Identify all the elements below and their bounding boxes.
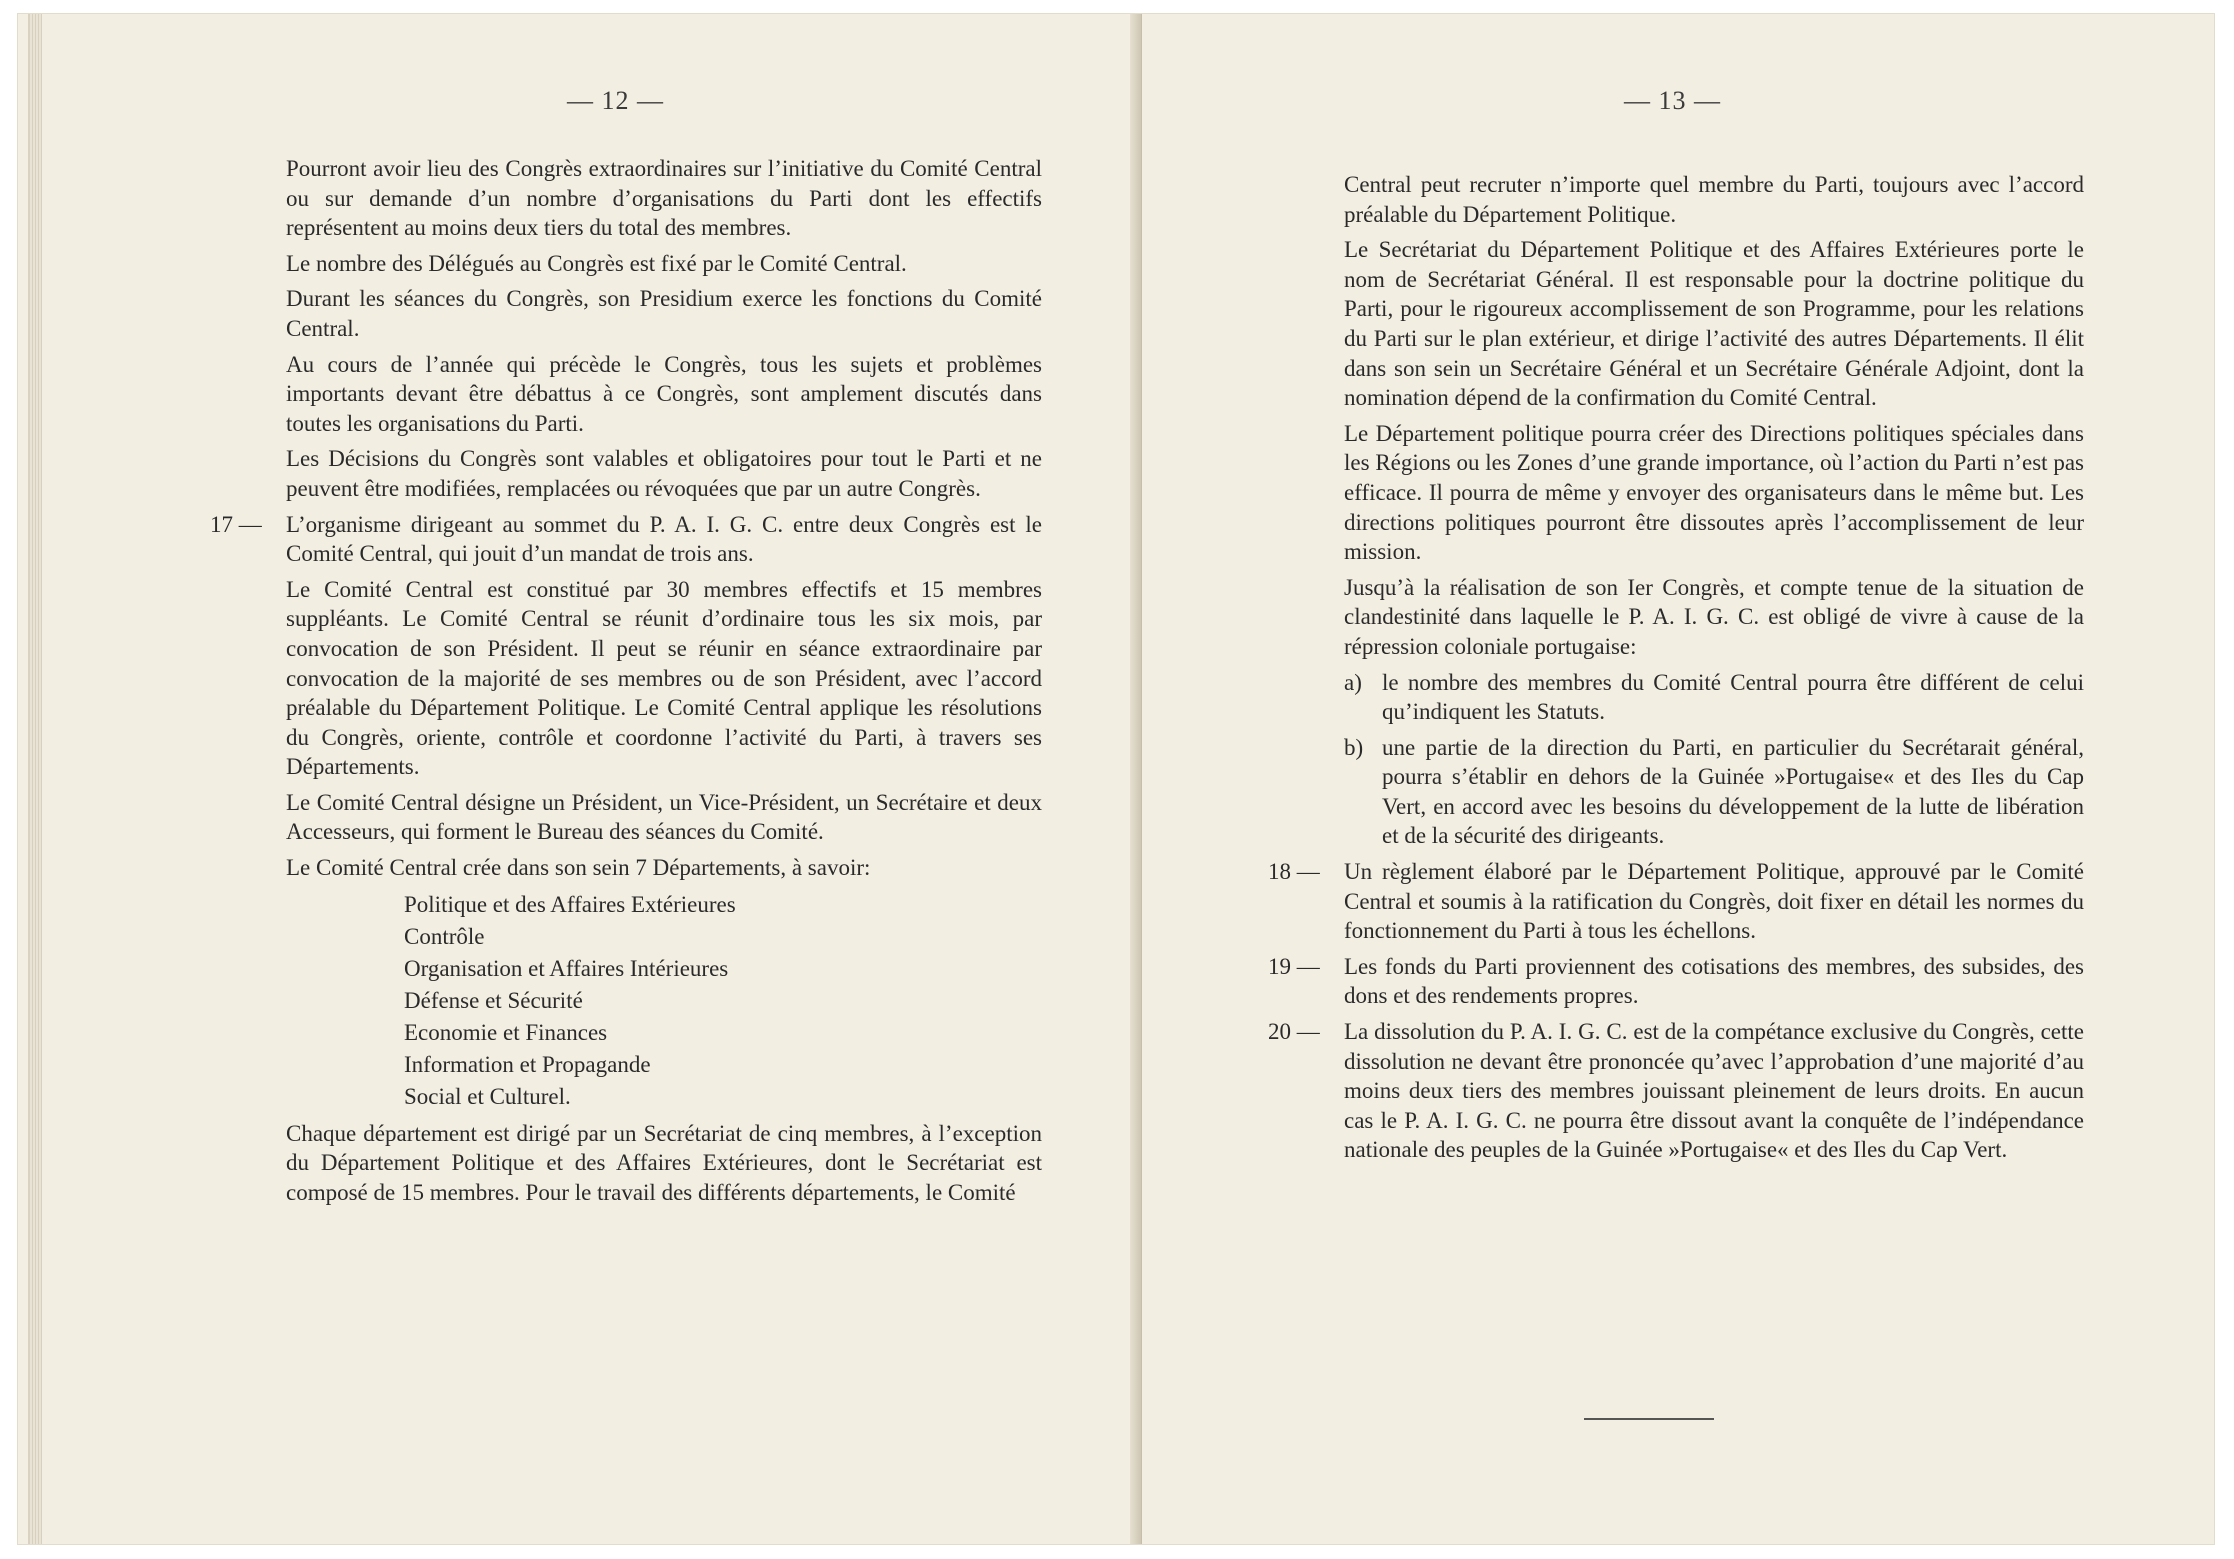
article-17 [210,510,1042,569]
right-page-text [1268,170,2084,1171]
departments-list [404,889,1042,1113]
list-item-b [1344,733,2084,851]
page-number: — 12 — [567,86,664,115]
paragraph: Le Département politique pourra créer des Directions politiques spéciales dans les Régions ou les Zones d’une grande importance, où l’action du Parti n’est pas efficace. Il pourra de même y envoyer des organisateurs dans le même but. Les directions politiques pourront être dissoutes après l’accomplissement de leur mission. [1344,420,2084,565]
article-text: La dissolution du P. A. I. G. C. est de la compétance exclusive du Congrès, cette dissolution ne devant être prononcée qu’avec l’approbation d’une majorité d’au moins deux tiers des membres jouissant pleinement de leurs droits. En aucun cas le P. A. I. G. C. ne pourra être dissout avant la conquête de l’indépendance nationale des peuples de la Guinée »Portugaise« et des Iles du Cap Vert. [1344,1019,2084,1163]
paragraph: Les Décisions du Congrès sont valables et obligatoires pour tout le Parti et ne peuvent être modifiées, remplacées ou révoquées que par un autre Congrès. [286,446,1042,501]
article-number: 18 — [1268,859,1320,885]
paragraph: Le Comité Central crée dans son sein 7 Départements, à savoir: [286,855,871,881]
article-text: Les fonds du Parti proviennent des cotisations des membres, des subsides, des dons et des rendements propres. [1344,953,2084,1009]
right-page [1142,14,2214,1544]
article-18 [1268,857,2084,946]
left-page-text [210,154,1042,1213]
article-text: L’organisme dirigeant au sommet du P. A. I. G. C. entre deux Congrès est le Comité Central, qui jouit d’un mandat de trois ans. [286,511,1042,567]
list-text: une partie de la direction du Parti, en particulier du Secrétarait général, pourra s’établir en dehors de la Guinée »Portugaise« et des Iles du Cap Vert, en accord avec les besoins du développement de la lutte de libération et de la sécurité des dirigeants. [1382,734,2084,849]
article-19 [1268,952,2084,1011]
list-item: Information et Propagande [404,1051,651,1077]
list-item: Economie et Finances [404,1019,608,1045]
paragraph: Durant les séances du Congrès, son Presidium exerce les fonctions du Comité Central. [286,286,1042,341]
paragraph: Chaque département est dirigé par un Secrétariat de cinq membres, à l’exception du Département Politique et des Affaires Extérieures, dont le Secrétariat est composé de 15 membres. Pour le travail des différents départements, le Comité [286,1120,1042,1205]
list-item: Politique et des Affaires Extérieures [404,891,736,917]
article-number: 17 — [210,511,262,537]
paragraph: Au cours de l’année qui précède le Congrès, tous les sujets et problèmes importants devant être débattus à ce Congrès, sont amplement discutés dans toutes les organisations du Parti. [286,351,1042,436]
article-text: Un règlement élaboré par le Département Politique, approuvé par le Comité Central et soumis à la ratification du Congrès, doit fixer en détail les normes du fonctionnement du Parti à tous les échellons. [1344,859,2084,944]
list-label: b) [1344,734,1364,760]
list-item: Organisation et Affaires Intérieures [404,955,729,981]
paragraph: Pourront avoir lieu des Congrès extraordinaires sur l’initiative du Comité Central ou sur demande d’un nombre d’organisations du Parti dont les effectifs représentent au moins deux tiers du total des membres. [286,156,1042,241]
article-20 [1268,1017,2084,1165]
page-edges [30,14,42,1544]
list-label: a) [1344,669,1362,695]
paragraph: Jusqu’à la réalisation de son Ier Congrès, et compte tenue de la situation de clandestinité dans laquelle le P. A. I. G. C. est obligé de vivre à cause de la répression coloniale portugaise: [1344,574,2084,659]
list-item: Défense et Sécurité [404,987,583,1013]
list-text: le nombre des membres du Comité Central pourra être différent de celui qu’indiquent les Statuts. [1382,669,2084,725]
article-number: 19 — [1268,953,1320,979]
left-page [28,14,1142,1544]
paragraph: Le nombre des Délégués au Congrès est fixé par le Comité Central. [286,250,907,276]
list-item: Contrôle [404,923,485,949]
list-item-a [1344,668,2084,727]
paragraph: Le Comité Central est constitué par 30 membres effectifs et 15 membres suppléants. Le Comité Central se réunit d’ordinaire tous les six mois, par convocation de son Président. Il peut se réunir en séance extraordinaire par convocation de la majorité de ses membres ou de son Président, avec l’accord préalable du Département Politique. Le Comité Central applique les résolutions du Congrès, oriente, contrôle et coordonne l’activité du Parti, à travers ses Départements. [286,576,1042,780]
booklet-spread [18,14,2214,1544]
page-number: — 13 — [1624,86,1721,115]
end-rule [1584,1418,1714,1420]
paragraph: Le Comité Central désigne un Président, un Vice-Président, un Secrétaire et deux Accesseurs, qui forment le Bureau des séances du Comité. [286,789,1042,845]
list-item: Social et Culturel. [404,1083,571,1109]
paragraph: Central peut recruter n’importe quel membre du Parti, toujours avec l’accord préalable du Département Politique. [1344,172,2084,227]
paragraph: Le Secrétariat du Département Politique et des Affaires Extérieures porte le nom de Secrétariat Général. Il est responsable pour la doctrine politique du Parti, pour le rigoureux accomplissement de son Programme, pour les relations du Parti sur le plan extérieur, et dirige l’activité des autres Départements. Il élit dans son sein un Secrétaire Général et un Secrétaire Générale Adjoint, dont la nomination dépend de la confirmation du Comité Central. [1344,237,2084,411]
article-number: 20 — [1268,1019,1320,1045]
